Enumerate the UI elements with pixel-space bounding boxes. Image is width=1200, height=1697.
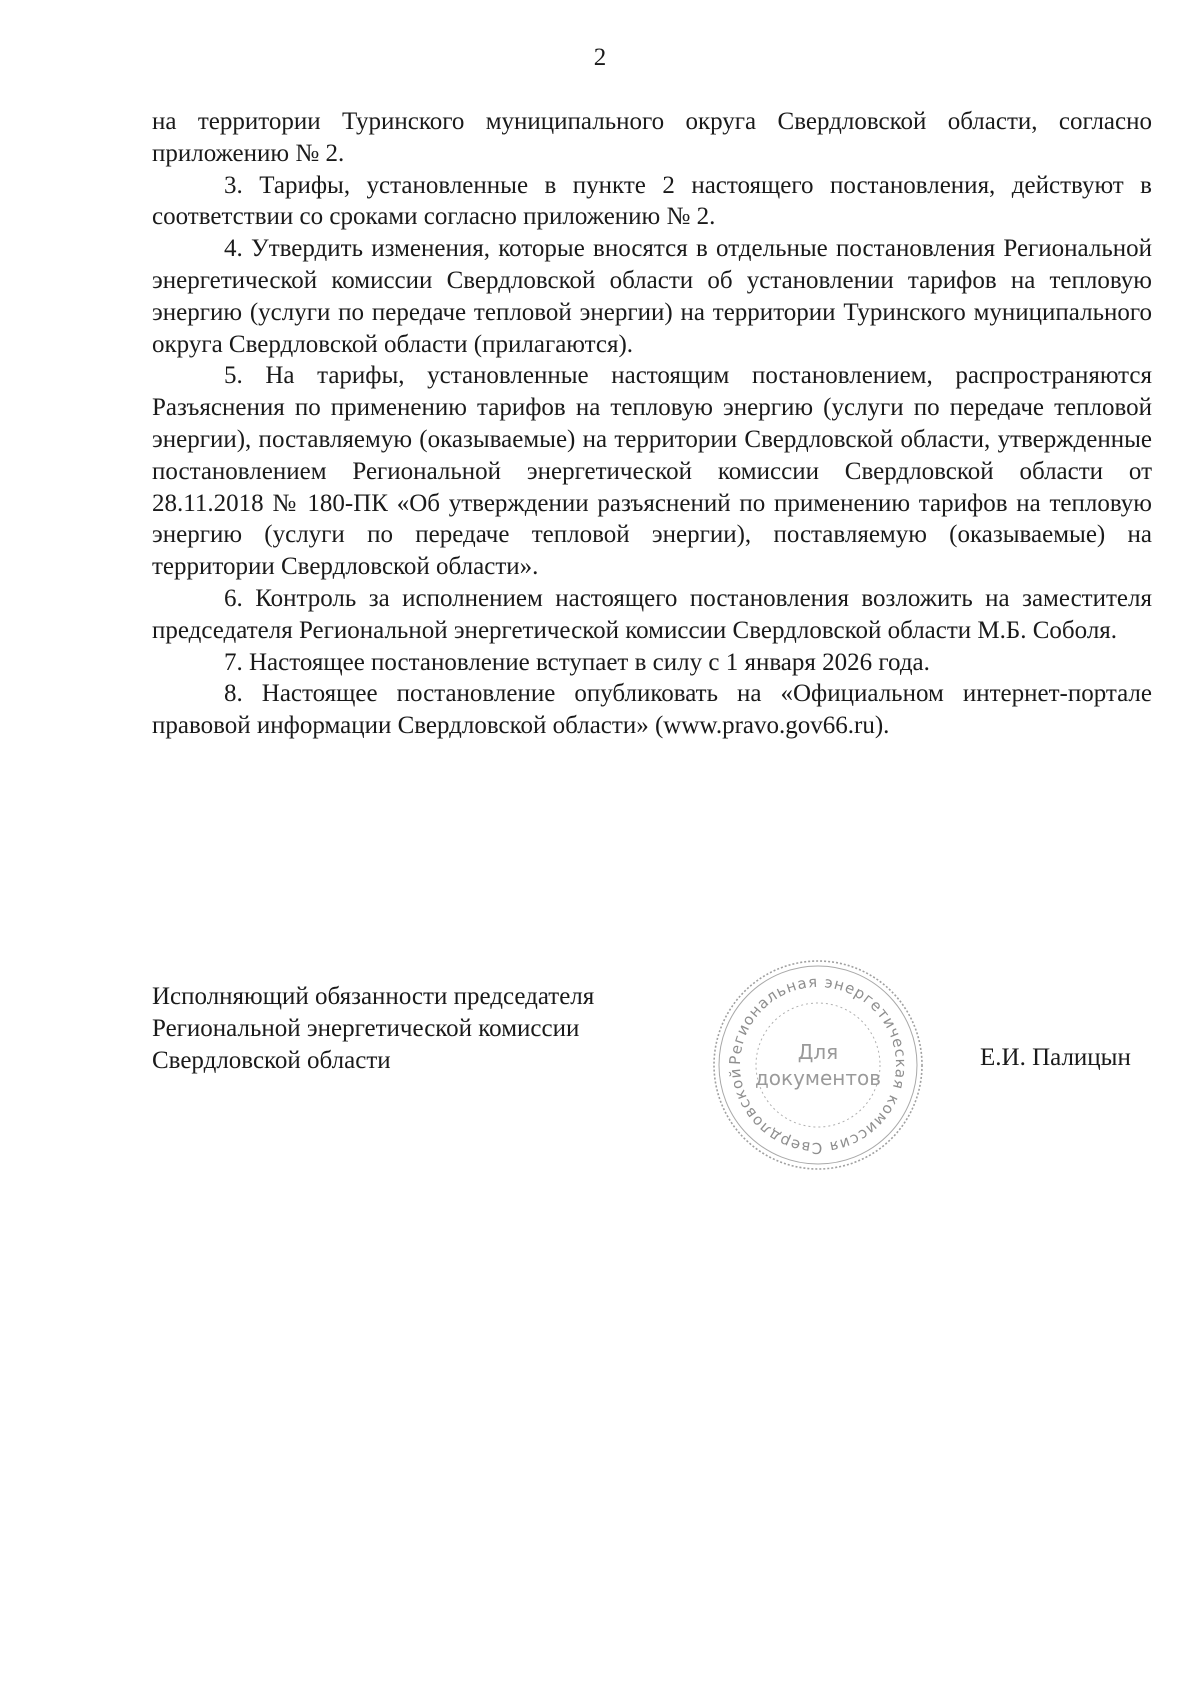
paragraph-item-8: 8. Настоящее постановление опубликовать на «Официальном интернет-портале правовой информации Свердловской области» (www.pravo.gov66.ru).: [152, 680, 1152, 740]
paragraph-item-3: 3. Тарифы, установленные в пункте 2 настоящего постановления, действуют в соответствии со сроками согласно приложению № 2.: [152, 171, 1152, 231]
paragraph-item-5: 5. На тарифы, установленные настоящим постановлением, распространяются Разъяснения по применению тарифов на тепловую энергию (услуги по передаче тепловой энергии), поставляемую (оказываемые) на территории Свердловской области, утвержденные постановлением Региональной энергетической комиссии Свердловской области от 28.11.2018 № 180-ПК «Об утверждении разъяснений по применению тарифов на тепловую энергию (услуги по передаче тепловой энергии), поставляемую (оказываемые) на территории Свердловской области».: [152, 362, 1152, 581]
paragraph-item-4: 4. Утвердить изменения, которые вносятся в отдельные постановления Региональной энергетической комиссии Свердловской области об установлении тарифов на тепловую энергию (услуги по передаче тепловой энергии) на территории Туринского муниципального округа Свердловской области (прилагаются).: [152, 235, 1152, 358]
official-stamp: [708, 955, 928, 1175]
signer-name: Е.И. Палицын: [980, 1044, 1131, 1071]
signature-title-line: Исполняющий обязанности председателя: [152, 983, 595, 1010]
paragraph-1: на территории Туринского муниципального округа Свердловской области, согласно приложению № 2.: [152, 108, 1152, 167]
signature-title-line: Свердловской области: [152, 1047, 391, 1074]
page-number: 2: [593, 44, 607, 71]
stamp-ring-text: Региональная энергетическая комиссия Свердловской: [725, 972, 911, 1158]
stamp-center-line-1: Для: [797, 1040, 839, 1064]
signature-title: [152, 981, 594, 1077]
paragraph-item-7: 7. Настоящее постановление вступает в силу с 1 января 2026 года.: [224, 648, 930, 676]
stamp-center-line-2: документов: [754, 1066, 882, 1090]
document-body: [152, 106, 1152, 742]
paragraph-item-6: 6. Контроль за исполнением настоящего постановления возложить на заместителя председателя Региональной энергетической комиссии Свердловской области М.Б. Соболя.: [152, 584, 1152, 644]
signature-title-line: Региональной энергетической комиссии: [152, 1015, 580, 1042]
